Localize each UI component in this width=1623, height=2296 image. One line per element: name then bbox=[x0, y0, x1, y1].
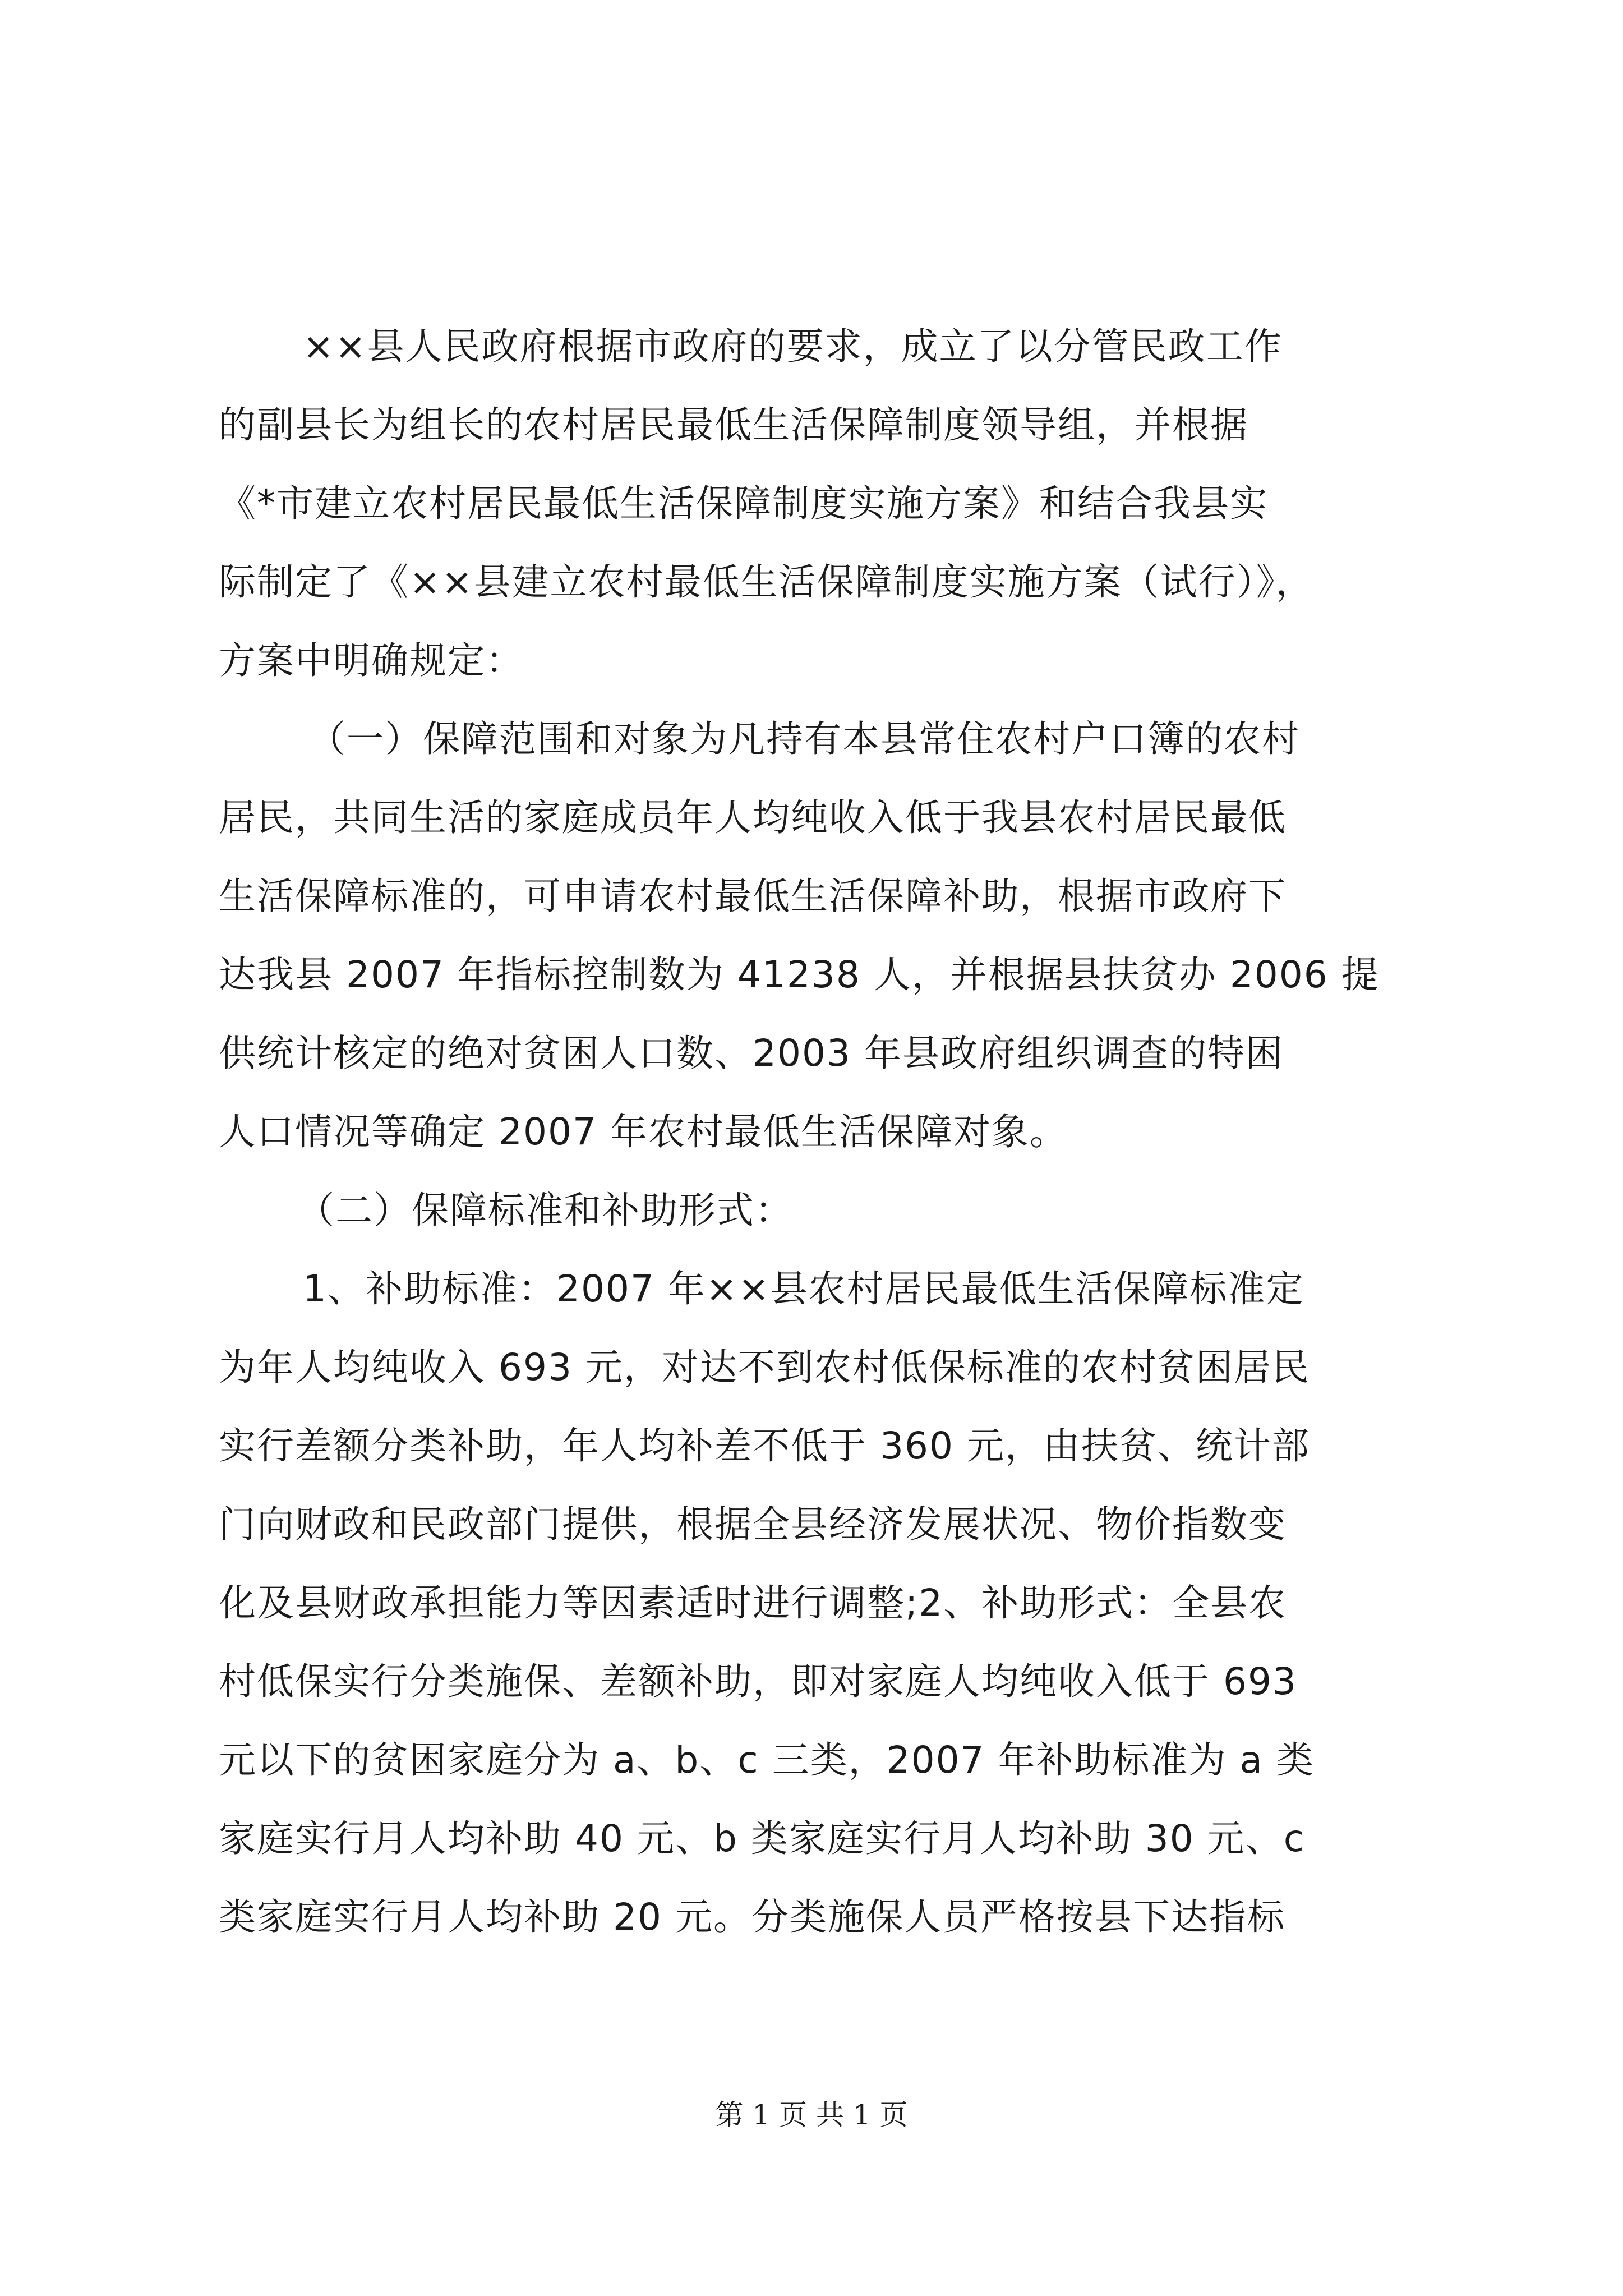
page-number-label: 第 1 页 共 1 页 bbox=[715, 2099, 908, 2131]
body-line: 方案中明确规定： bbox=[219, 639, 524, 682]
body-line: 家庭实行月人均补助 40 元、b 类家庭实行月人均补助 30 元、c bbox=[219, 1817, 1306, 1860]
body-line: 居民，共同生活的家庭成员年人均纯收入低于我县农村居民最低 bbox=[219, 796, 1287, 839]
body-line: 人口情况等确定 2007 年农村最低生活保障对象。 bbox=[219, 1110, 1068, 1153]
body-line: 达我县 2007 年指标控制数为 41238 人，并根据县扶贫办 2006 提 bbox=[219, 953, 1380, 996]
body-line: 化及县财政承担能力等因素适时进行调整;2、补助形式：全县农 bbox=[219, 1581, 1287, 1625]
body-line: 际制定了《××县建立农村最低生活保障制度实施方案（试行）》， bbox=[219, 560, 1314, 604]
body-line: 生活保障标准的，可申请农村最低生活保障补助，根据市政府下 bbox=[219, 875, 1287, 918]
body-line: 元以下的贫困家庭分为 a、b、c 三类，2007 年补助标准为 a 类 bbox=[219, 1738, 1315, 1782]
body-line: 供统计核定的绝对贫困人口数、2003 年县政府组织调查的特困 bbox=[219, 1032, 1284, 1075]
body-line: 的副县长为组长的农村居民最低生活保障制度领导组，并根据 bbox=[219, 403, 1248, 447]
body-line: 实行差额分类补助，年人均补差不低于 360 元，由扶贫、统计部 bbox=[219, 1424, 1310, 1467]
body-line: 《*市建立农村居民最低生活保障制度实施方案》和结合我县实 bbox=[219, 482, 1268, 525]
body-line: 类家庭实行月人均补助 20 元。分类施保人员严格按县下达指标 bbox=[219, 1895, 1285, 1939]
body-line: 村低保实行分类施保、差额补助，即对家庭人均纯收入低于 693 bbox=[219, 1660, 1297, 1703]
body-line: ××县人民政府根据市政府的要求，成立了以分管民政工作 bbox=[303, 325, 1283, 368]
page-footer bbox=[0, 2098, 1623, 2132]
body-line: 门向财政和民政部门提供，根据全县经济发展状况、物价指数变 bbox=[219, 1503, 1287, 1546]
section-heading: （二）保障标准和补助形式： bbox=[297, 1189, 793, 1232]
document-body bbox=[219, 307, 1408, 1957]
body-line: （一）保障范围和对象为凡持有本县常住农村户口簿的农村 bbox=[308, 717, 1300, 761]
body-line: 1、补助标准：2007 年××县农村居民最低生活保障标准定 bbox=[303, 1267, 1304, 1310]
body-line: 为年人均纯收入 693 元，对达不到农村低保标准的农村贫困居民 bbox=[219, 1346, 1310, 1389]
